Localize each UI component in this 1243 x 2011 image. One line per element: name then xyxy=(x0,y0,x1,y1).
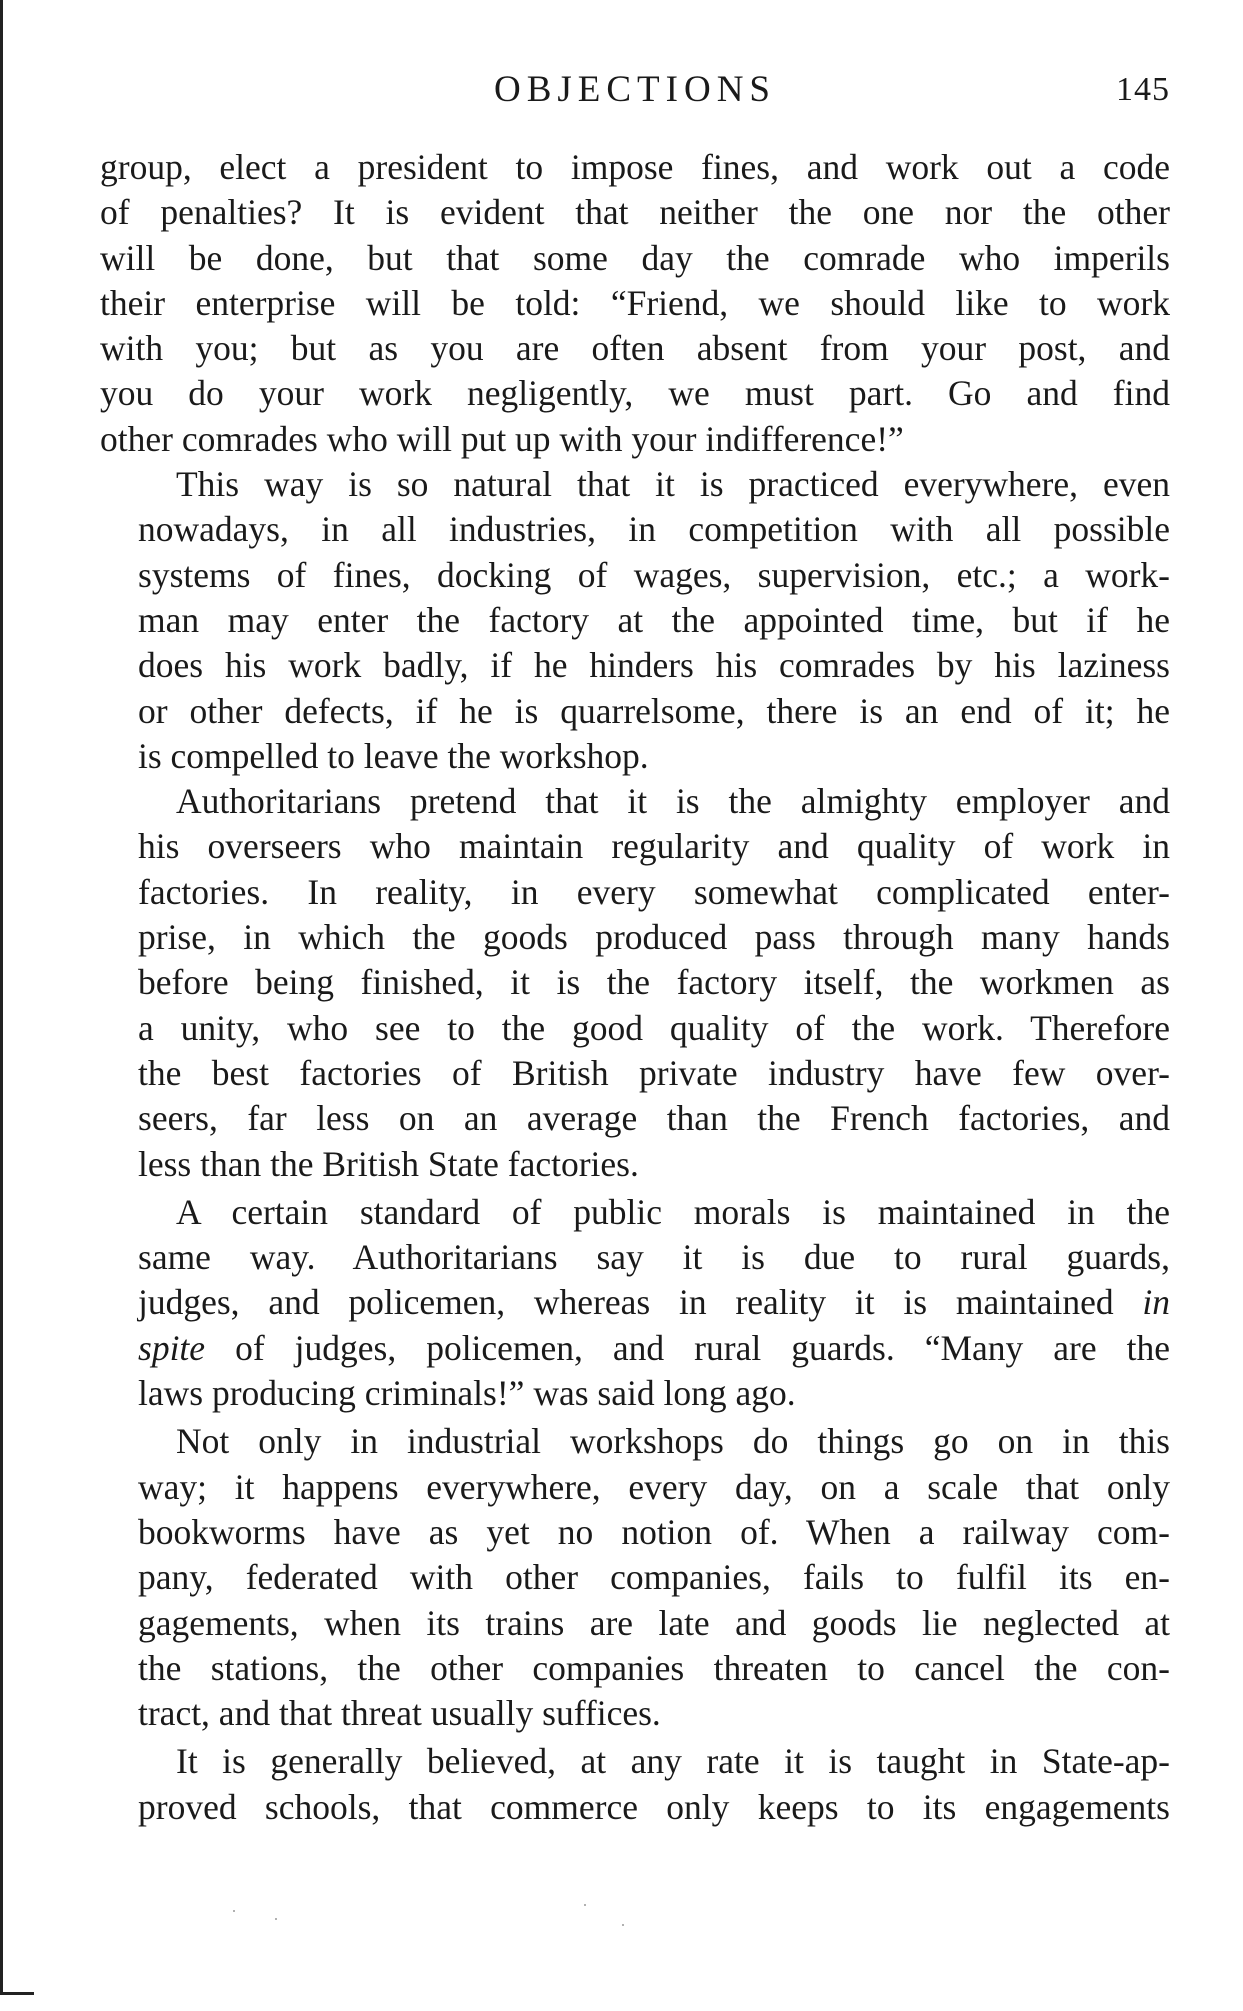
text-line: is compelled to leave the workshop. xyxy=(138,735,649,776)
body-text xyxy=(100,145,1170,1830)
text-line: prise, in which the goods produced pass through many hands xyxy=(138,917,1170,958)
text-line-with-italic xyxy=(100,1280,1170,1325)
text-line: This way is so natural that it is practiced everywhere, even xyxy=(176,464,1170,505)
paragraph xyxy=(100,1419,1170,1736)
paragraph xyxy=(100,462,1170,779)
text-line: his overseers who maintain regularity and quality of work in xyxy=(138,826,1170,867)
text-line: other comrades who will put up with your indifference!” xyxy=(100,418,904,459)
text-line: with you; but as you are often absent from your post, and xyxy=(100,328,1170,369)
paper-speck xyxy=(584,1904,586,1906)
text-line: Not only in industrial workshops do things go on in this xyxy=(176,1421,1170,1462)
page-header xyxy=(100,68,1170,118)
running-head: OBJECTIONS xyxy=(493,69,777,110)
text-line: A certain standard of public morals is maintained in the xyxy=(176,1191,1170,1232)
paper-speck xyxy=(233,1910,235,1912)
paper-speck xyxy=(622,1924,624,1926)
text-line: group, elect a president to impose fines, and work out a code xyxy=(100,147,1170,187)
paper-speck xyxy=(275,1918,277,1920)
text-line: the best factories of British private industry have few over- xyxy=(138,1052,1170,1093)
text-line: gagements, when its trains are late and goods lie neglected at xyxy=(138,1602,1170,1643)
text-line: nowadays, in all industries, in competition with all possible xyxy=(138,509,1170,550)
text-line: or other defects, if he is quarrelsome, there is an end of it; he xyxy=(138,690,1170,731)
text-line: way; it happens everywhere, every day, on a scale that only xyxy=(138,1466,1170,1507)
text-line: tract, and that threat usually suffices. xyxy=(138,1693,661,1734)
text-line: you do your work negligently, we must part. Go and find xyxy=(100,373,1170,414)
paragraph xyxy=(100,145,1170,462)
page-number: 145 xyxy=(1116,71,1170,108)
text-line: less than the British State factories. xyxy=(138,1143,639,1184)
text-segment: judges, and policemen, whereas in reality it is maintained xyxy=(138,1282,1114,1323)
text-line: proved schools, that commerce only keeps to its engagements xyxy=(138,1786,1170,1827)
text-line: does his work badly, if he hinders his comrades by his laziness xyxy=(138,645,1170,686)
italic-emphasis: in xyxy=(1142,1282,1170,1323)
paragraph xyxy=(100,779,1170,1187)
text-line: bookworms have as yet no notion of. When a railway com- xyxy=(138,1511,1170,1552)
text-line: systems of fines, docking of wages, supervision, etc.; a work- xyxy=(138,554,1170,595)
text-line: seers, far less on an average than the French factories, and xyxy=(138,1098,1170,1139)
text-line: of penalties? It is evident that neither the one nor the other xyxy=(100,192,1170,233)
text-line-with-italic xyxy=(100,1326,1170,1371)
text-line: a unity, who see to the good quality of the work. Therefore xyxy=(138,1007,1170,1048)
italic-emphasis: spite xyxy=(138,1327,206,1368)
binding-edge-line xyxy=(0,0,3,1995)
text-segment: of judges, policemen, and rural guards. “Many are the xyxy=(235,1327,1170,1368)
binding-foot-line xyxy=(0,1992,34,1995)
text-line: before being finished, it is the factory itself, the workmen as xyxy=(138,962,1170,1003)
text-line: the stations, the other companies threaten to cancel the con- xyxy=(138,1647,1170,1688)
paragraph xyxy=(100,1190,1170,1416)
text-line: their enterprise will be told: “Friend, we should like to work xyxy=(100,282,1170,323)
text-line: same way. Authoritarians say it is due to rural guards, xyxy=(138,1237,1170,1278)
text-line: pany, federated with other companies, fails to fulfil its en- xyxy=(138,1557,1170,1598)
paragraph xyxy=(100,1739,1170,1830)
text-line: laws producing criminals!” was said long ago. xyxy=(138,1373,796,1414)
text-line: Authoritarians pretend that it is the almighty employer and xyxy=(176,781,1170,822)
text-line: man may enter the factory at the appointed time, but if he xyxy=(138,599,1170,640)
text-line: factories. In reality, in every somewhat complicated enter- xyxy=(138,871,1170,912)
text-line: will be done, but that some day the comrade who imperils xyxy=(100,237,1170,278)
text-line: It is generally believed, at any rate it is taught in State-ap- xyxy=(176,1741,1170,1782)
